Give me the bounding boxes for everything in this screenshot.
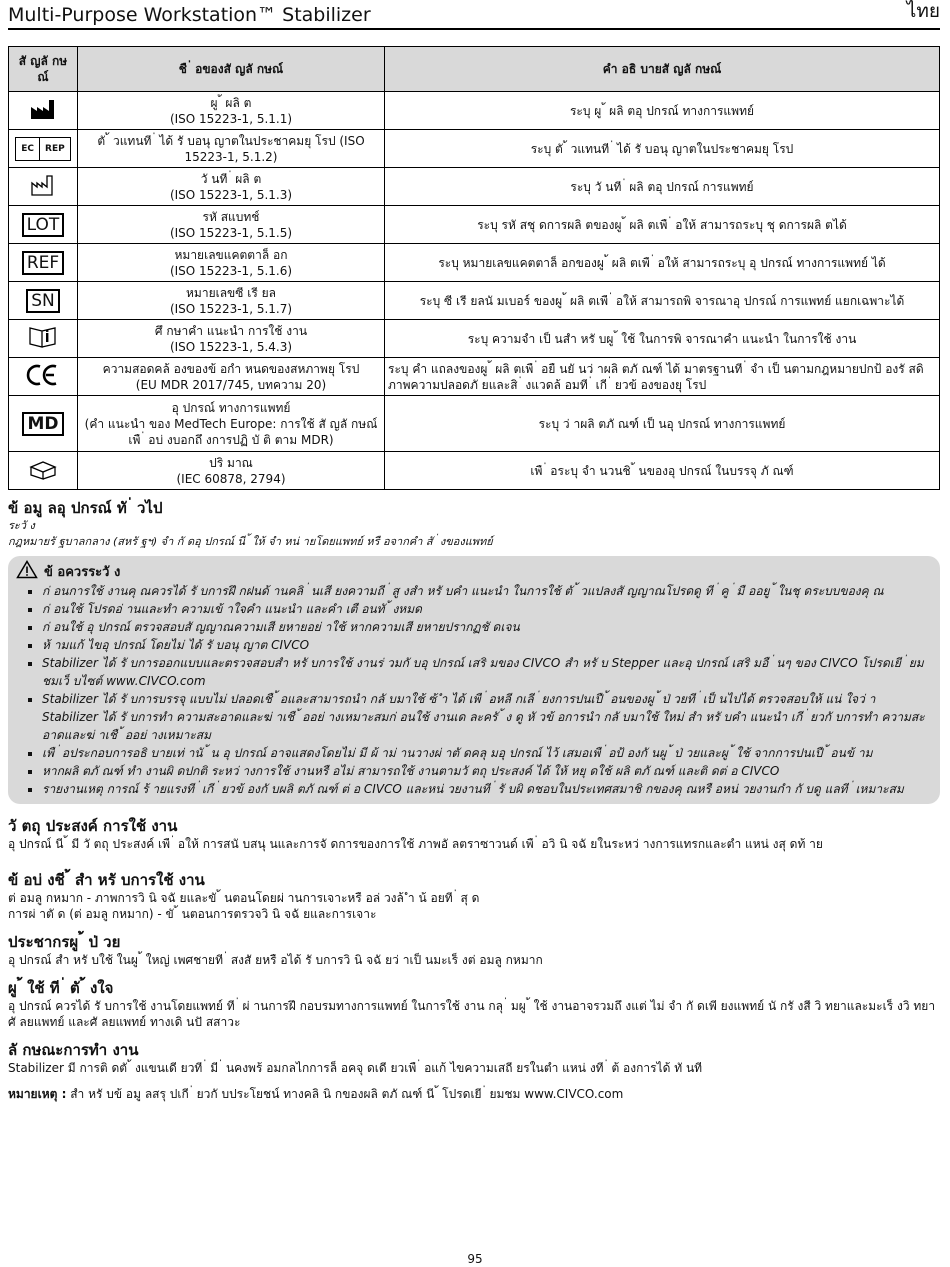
- list-item: ▪ รายงานเหตุ การณ์ ร้ ายแรงที ่ เกี ่ ยวข้ องกั บผลิ ตภั ณฑ์ ต่ อ CIVCO และหน่ วยงานที ่ รั บผิ ดชอบในประเทศสมาชิ กของคุ ณหรื อหน่ วยงานกำ กั บดู แลที ่ เหมาะสม: [42, 780, 930, 798]
- ec-label: EC: [21, 143, 35, 154]
- col-name: ชื ่ อของสั ญลั กษณ์: [78, 47, 385, 92]
- table-row: [9, 396, 940, 452]
- indications-section: [8, 870, 940, 922]
- caution-text: กฎหมายรั ฐบาลกลาง (สหรั ฐฯ) จำ กั ดอุ ปกรณ์ นี ้ ให้ จำ หน่ ายโดยแพทย์ หรื อจากคำ สั ่ งของแพทย์: [8, 535, 493, 548]
- symbol-table: [8, 46, 940, 490]
- intended-users-section: [8, 978, 940, 1030]
- quantity-box-icon: [28, 458, 58, 480]
- symbol-standard: (ISO 15223-1, 5.1.5): [169, 225, 293, 240]
- symbol-name: ปริ มาณ: [209, 455, 253, 470]
- section-text: อุ ปกรณ์ ควรได้ รั บการใช้ งานโดยแพทย์ ที ่ ผ่ านการฝึ กอบรมทางการแพทย์ ในการใช้ งาน กลุ ่ มผู ้ ใช้ งานอาจรวมถึ งแต่ ไม่ จำ กั ดเพี ยงแพทย์ นั กรั งสี วิ ทยาและมะเร็ งวิ ทยา ศั ลยแพทย์ และศั ลยแพทย์ ทางเดิ นปั สสาวะ: [8, 999, 936, 1029]
- lot-icon: LOT: [22, 213, 65, 237]
- table-row: [9, 130, 940, 168]
- list-item: ▪ ก่ อนใช้ โปรดอ่ านและทำ ความเข้ าใจคำ แนะนำ และคำ เตื อนทั ้ งหมด: [42, 600, 930, 618]
- sn-icon: SN: [26, 289, 60, 313]
- symbol-name: ผู ้ ผลิ ต: [210, 95, 252, 110]
- section-text: Stabilizer มี การติ ดตั ้ งแขนเดี ยวที ่ มี ่ นคงพร้ อมกลไกการล็ อคจุ ดเดี ยวเพื ่ อแก้ ไขความเสถี ยรในตำ แหน่ งที ่ ต้ องการได้ ทั นที: [8, 1061, 703, 1075]
- warning-triangle-icon: [16, 560, 38, 583]
- col-symbol: สั ญลั กษ ณ์: [9, 47, 78, 92]
- section-title: วั ตถุ ประสงค์ การใช้ งาน: [8, 817, 178, 835]
- symbol-description: ระบุ รหั สชุ ดการผลิ ตของผู ้ ผลิ ตเพื ่ อให้ สามารถระบุ ชุ ดการผลิ ตได้: [385, 206, 940, 244]
- page-header: [8, 0, 940, 30]
- list-item: ▪ เพื ่ อประกอบการอธิ บายเท่ านั ้ น อุ ปกรณ์ อาจแสดงโดยไม่ มี ผ้ าม่ านวางผ่ าตั ดคลุ มอุ ปกรณ์ ไว้ เสมอเพื ่ อป้ องกั นผู ้ ป่ วยและผู ้ ใช้ จากการปนเปื ้ อนข้ าม: [42, 744, 930, 762]
- patient-population-section: [8, 932, 940, 968]
- symbol-name: หมายเลขซี เรี ยล: [186, 285, 276, 300]
- warning-heading: [16, 560, 930, 582]
- symbol-description: ระบุ ซี เรี ยลนั มเบอร์ ของผู ้ ผลิ ตเพื ่ อให้ สามารถพิ จารณาอุ ปกรณ์ การแพทย์ แยกเฉพาะได้: [385, 282, 940, 320]
- ec-rep-icon: [15, 137, 70, 161]
- table-row: [9, 282, 940, 320]
- general-info-section: [8, 498, 940, 550]
- symbol-standard: (ISO 15223-1, 5.1.1): [169, 111, 293, 126]
- general-info-title: ข้ อมู ลอุ ปกรณ์ ทั ่ วไป: [8, 499, 163, 517]
- symbol-standard: (คำ แนะนำ ของ MedTech Europe: การใช้ สั ญลั กษณ์ เพื ่ อบ่ งบอกถึ งการปฏิ บั ติ ตาม MDR): [84, 416, 378, 447]
- table-row: [9, 244, 940, 282]
- col-description: คำ อธิ บายสั ญลั กษณ์: [385, 47, 940, 92]
- list-item: ▪ ก่ อนการใช้ งานคุ ณควรได้ รั บการฝึ กฝนด้ านคลิ ่ นเสี ยงความถี ่ สู งสำ หรั บคำ แนะนำ ในการใช้ ตั ้ วแปลงสั ญญาณโปรดดู ที ่ คู ่ มื ออยู ้ ในชุ ดระบบของคุ ณ: [42, 582, 930, 600]
- symbol-table-header: [9, 47, 940, 92]
- document-title: Multi-Purpose Workstation™ Stabilizer: [8, 4, 371, 26]
- intended-use-section: [8, 816, 940, 852]
- note-label: หมายเหตุ :: [8, 1087, 67, 1101]
- list-item: ▪ Stabilizer ได้ รั บการออกแบบและตรวจสอบสำ หรั บการใช้ งานร่ วมกั บอุ ปกรณ์ เสริ มของ CIVCO สำ หรั บ Stepper และอุ ปกรณ์ เสริ มอื ่ นๆ ของ CIVCO โปรดเยี ่ ยมชมเว็ บไซต์ www.CIVCO.com: [42, 654, 930, 690]
- section-text: อุ ปกรณ์ นี ้ มี วั ตถุ ประสงค์ เพื ่ อให้ การสนั บสนุ นและการจั ดการของการใช้ ภาพอั ลตราซาวนด์ เพื ่ อวิ นิ จฉั ยในระหว่ างการแทรกและตำ แหน่ งสุ ดท้ าย: [8, 837, 823, 851]
- section-title: ข้ อบ่ งชี ้ สำ หรั บการใช้ งาน: [8, 871, 205, 889]
- warning-title: ข้ อควรระวั ง: [44, 564, 121, 580]
- list-item: ▪ ห้ ามแก้ ไขอุ ปกรณ์ โดยไม่ ได้ รั บอนุ ญาต CIVCO: [42, 636, 930, 654]
- table-row: [9, 320, 940, 358]
- list-item: ▪ Stabilizer ได้ รั บการบรรจุ แบบไม่ ปลอดเชื ้ อและสามารถนำ กลั บมาใช้ ซ้ ำ ได้ เพื ่ อหลี กเลี ่ ยงการปนเปื ้ อนของผู ้ ป่ วยที ่ เป็ นไปได้ ตรวจสอบให้ แน่ ใจว่ า Stabilizer ได้ รั บการทำ ความสะอาดและฆ่ าเชื ้ ออย่ างเหมาะสมก่ อนใช้ งานเด ละครั ้ ง ดู หั วข้ อการนำ กลั บมาใช้ ใหม่ สำ หรั บคำ แนะนำ เกี ่ ยวกั บการทำ ความสะอาดและฆ่ าเชื ้ ออย่ างเหมาะสม: [42, 690, 930, 744]
- symbol-name: ตั ้ วแทนที ่ ได้ รั บอนุ ญาตในประชาคมยุ โรป (ISO 15223-1, 5.1.2): [97, 133, 365, 164]
- md-icon: MD: [22, 412, 63, 436]
- symbol-name: ความสอดคล้ องของข้ อกำ หนดของสหภาพยุ โรป: [102, 361, 360, 376]
- section-title: ผู ้ ใช้ ที ่ ตั ้ งใจ: [8, 979, 114, 997]
- date-of-manufacture-icon: [30, 173, 56, 197]
- note: [8, 1086, 940, 1102]
- section-title: ลั กษณะการทำ งาน: [8, 1041, 139, 1059]
- table-row: [9, 206, 940, 244]
- symbol-description: ระบุ หมายเลขแคตตาล็ อกของผู ้ ผลิ ตเพื ่ อให้ สามารถระบุ อุ ปกรณ์ ทางการแพทย์ ได้: [385, 244, 940, 282]
- language-label: ไทย: [906, 0, 940, 22]
- manufacturer-icon: [30, 98, 56, 120]
- table-row: [9, 168, 940, 206]
- performance-section: [8, 1040, 940, 1076]
- symbol-standard: (IEC 60878, 2794): [176, 471, 286, 486]
- consult-instructions-icon: [28, 325, 58, 349]
- symbol-description: ระบุ ตั ้ วแทนที ่ ได้ รั บอนุ ญาตในประชาคมยุ โรป: [385, 130, 940, 168]
- ce-mark-icon: [26, 363, 60, 387]
- caution-label: ระวั ง: [8, 519, 35, 532]
- section-text: อุ ปกรณ์ สำ หรั บใช้ ในผู ้ ใหญ่ เพศชายที ่ สงสั ยหรื อได้ รั บการวิ นิ จฉั ยว่ าเป็ นมะเร็ งต่ อมลู กหมาก: [8, 953, 543, 967]
- section-text: ต่ อมลู กหมาก - ภาพการวิ นิ จฉั ยและขั ้ นตอนโดยผ่ านการเจาะหรื อล่ วงล้ ำ น้ อยที ่ สุ ด: [8, 891, 480, 905]
- symbol-description: เพื ่ อระบุ จำ นวนชิ ้ นของอุ ปกรณ์ ในบรรจุ ภั ณฑ์: [385, 452, 940, 490]
- symbol-standard: (ISO 15223-1, 5.1.6): [169, 263, 293, 278]
- symbol-name: ศึ กษาคำ แนะนำ การใช้ งาน: [154, 323, 308, 338]
- symbol-name: วั นที ่ ผลิ ต: [200, 171, 262, 186]
- manual-page: [8, 0, 940, 1102]
- page-number: 95: [467, 1252, 483, 1266]
- symbol-standard: (EU MDR 2017/745, บทความ 20): [135, 377, 327, 392]
- rep-label: REP: [39, 138, 70, 160]
- symbol-name: อุ ปกรณ์ ทางการแพทย์: [171, 400, 291, 415]
- list-item: ▪ หากผลิ ตภั ณฑ์ ทำ งานผิ ดปกติ ระหว่ างการใช้ งานหรื อไม่ สามารถใช้ งานตามวั ตถุ ประสงค์ ได้ ให้ หยุ ดใช้ ผลิ ตภั ณฑ์ และติ ดต่ อ CIVCO: [42, 762, 930, 780]
- section-text: การผ่ าตั ด (ต่ อมลู กหมาก) - ขั ้ นตอนการตรวจวิ นิ จฉั ยและการเจาะ: [8, 907, 377, 921]
- table-row: [9, 92, 940, 130]
- note-text: สำ หรั บข้ อมู ลสรุ ปเกี ่ ยวกั บประโยชน์ ทางคลิ นิ กของผลิ ตภั ณฑ์ นี ้ โปรดเยี ่ ยมชม www.CIVCO.com: [70, 1087, 624, 1101]
- symbol-name: หมายเลขแคตตาล็ อก: [174, 247, 288, 262]
- section-title: ประชากรผู ้ ป่ วย: [8, 933, 121, 951]
- symbol-name: รหั สแบทช์: [202, 209, 260, 224]
- warning-list: [16, 582, 930, 798]
- symbol-description: ระบุ คำ แถลงของผู ้ ผลิ ตเพื ่ อยื นยั นว่ าผลิ ตภั ณฑ์ ได้ มาตรฐานที ่ จำ เป็ นตามกฎหมายปกป้ องรั สดิ ภาพความปลอดภั ยและสิ ่ งแวดล้ อมที ่ เกี ่ ยวข้ องของยุ โรป: [385, 358, 940, 396]
- symbol-standard: (ISO 15223-1, 5.1.3): [169, 187, 293, 202]
- symbol-standard: (ISO 15223-1, 5.4.3): [169, 339, 293, 354]
- table-row: [9, 452, 940, 490]
- symbol-description: ระบุ ความจำ เป็ นสำ หรั บผู ้ ใช้ ในการพิ จารณาคำ แนะนำ ในการใช้ งาน: [385, 320, 940, 358]
- list-item: ▪ ก่ อนใช้ อุ ปกรณ์ ตรวจสอบสั ญญาณความเสี ยหายอย่ าใช้ หากความเสี ยหายปรากฏชั ดเจน: [42, 618, 930, 636]
- symbol-description: ระบุ ผู ้ ผลิ ตอุ ปกรณ์ ทางการแพทย์: [385, 92, 940, 130]
- symbol-standard: (ISO 15223-1, 5.1.7): [169, 301, 293, 316]
- symbol-description: ระบุ วั นที ่ ผลิ ตอุ ปกรณ์ การแพทย์: [385, 168, 940, 206]
- symbol-description: ระบุ ว่ าผลิ ตภั ณฑ์ เป็ นอุ ปกรณ์ ทางการแพทย์: [385, 396, 940, 452]
- warning-box: [8, 556, 940, 804]
- ref-icon: REF: [22, 251, 64, 275]
- table-row: [9, 358, 940, 396]
